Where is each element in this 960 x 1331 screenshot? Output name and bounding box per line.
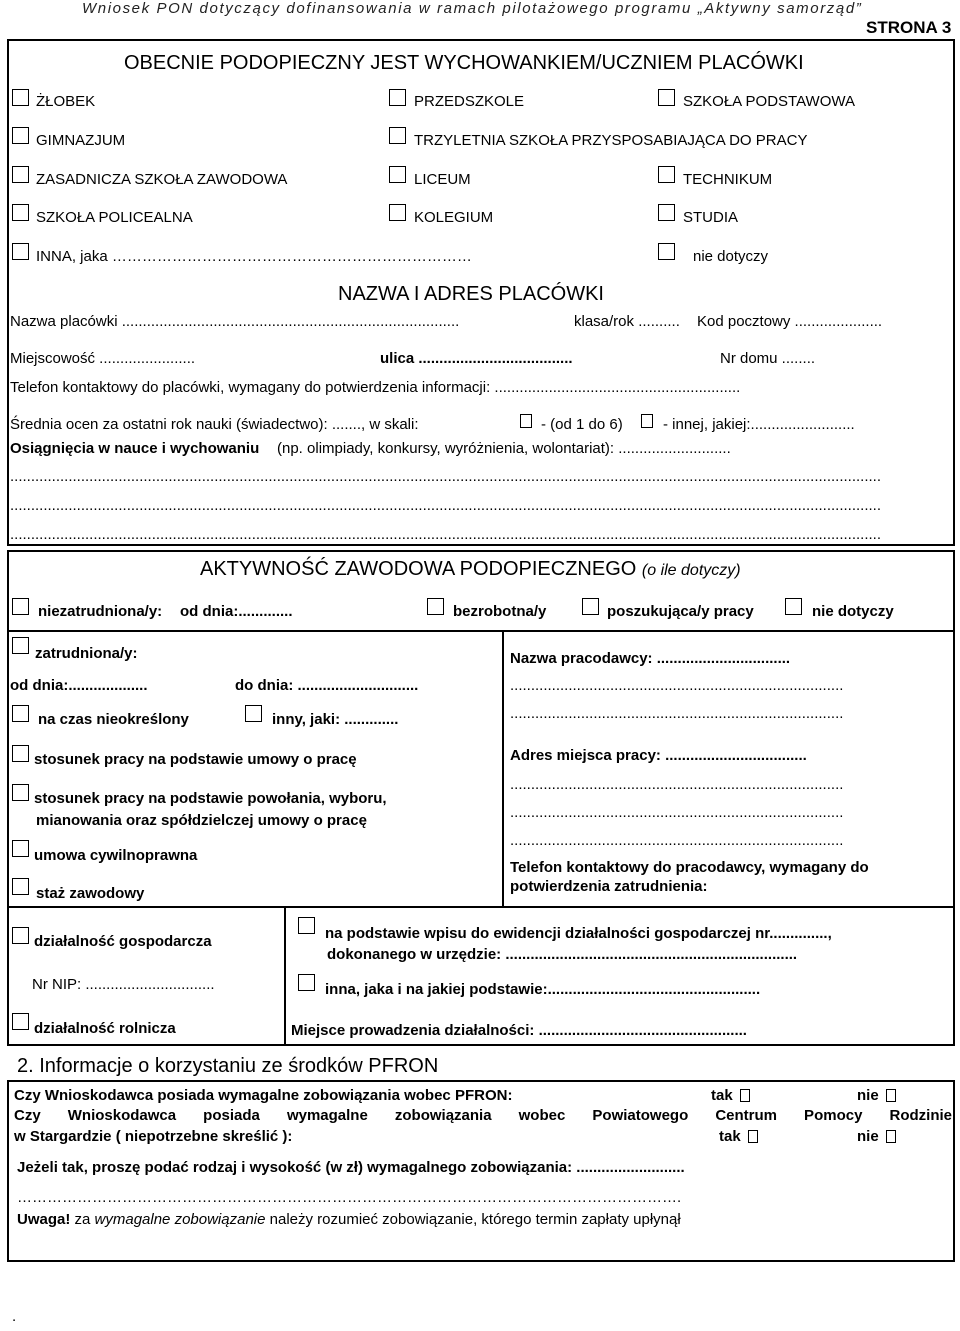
divider-lower [284, 906, 286, 1046]
answer-pcpr-nie[interactable] [857, 1128, 896, 1145]
label-liceum: LICEUM [414, 171, 471, 188]
checkbox-zlobek[interactable] [12, 89, 29, 106]
checkbox-gospodarcza[interactable] [12, 927, 29, 944]
label-gospodarcza: działalność gospodarcza [34, 933, 212, 950]
label-zlobek: ŻŁOBEK [36, 93, 96, 110]
checkbox-zatrudniona[interactable] [12, 637, 29, 654]
label-skala-1-6: - (od 1 do 6) [541, 416, 623, 433]
label-szkola-podstawowa: SZKOŁA PODSTAWOWA [683, 93, 855, 110]
aktywnosc-heading-text: AKTYWNOŚĆ ZAWODOWA PODOPIECZNEGO [200, 558, 637, 580]
document-title: Wniosek PON dotyczący dofinansowania w ramach pilotażowego programu „Aktywny samorząd” [82, 0, 863, 17]
field-nazwa-pracodawcy[interactable]: Nazwa pracodawcy: ................................ [510, 650, 791, 667]
label-staz: staż zawodowy [36, 885, 145, 902]
checkbox-niezatrudniona[interactable] [12, 598, 29, 615]
field-inna-podstawa[interactable]: inna, jaka i na jakiej podstawie:................................................... [325, 981, 761, 998]
field-niezatrudniona-od-dnia[interactable]: od dnia:............. [180, 603, 293, 620]
aktywnosc-heading [200, 558, 741, 581]
answer-pfron-nie[interactable] [857, 1087, 896, 1104]
pracodawca-dots-2: ................................................................................ [510, 705, 844, 722]
label-poszukujaca: poszukująca/y pracy [607, 603, 754, 620]
answer-pfron-nie-label: nie [857, 1087, 879, 1104]
label-niezatrudniona: niezatrudniona/y: [38, 603, 163, 620]
label-policealna: SZKOŁA POLICEALNA [36, 209, 193, 226]
field-miejscowosc[interactable]: Miejscowość ....................... [10, 350, 196, 367]
label-powolanie-2: mianowania oraz spółdzielczej umowy o pracę [36, 812, 367, 829]
address-heading: NAZWA I ADRES PLACÓWKI [338, 283, 604, 305]
checkbox-umowa-o-prace[interactable] [12, 745, 29, 762]
label-kolegium: KOLEGIUM [414, 209, 494, 226]
checkbox-technikum[interactable] [658, 166, 675, 183]
checkbox-inny[interactable] [245, 705, 262, 722]
answer-pcpr-nie-label: nie [857, 1128, 879, 1145]
dots-line-1: ................................................................................................................................................................................................................. [10, 468, 882, 485]
zobowiazanie-dots: ……………………………………………………………………………………………………………………. [17, 1189, 682, 1206]
field-srednia[interactable]: Średnia ocen za ostatni rok nauki (świadectwo): ......., w skali: [10, 416, 419, 433]
checkbox-staz[interactable] [12, 878, 29, 895]
pracodawca-dots-1: ................................................................................ [510, 677, 844, 694]
checkbox-bezrobotna[interactable] [427, 598, 444, 615]
checkbox-przedszkole[interactable] [389, 89, 406, 106]
label-powolanie-1: stosunek pracy na podstawie powołania, wyboru, [34, 790, 387, 807]
checkbox-ewidencja[interactable] [298, 917, 315, 934]
answer-pfron-tak-label: tak [711, 1087, 733, 1104]
label-nie-dotyczy: nie dotyczy [693, 248, 769, 265]
dots-line-3: ................................................................................................................................................................................................................. [10, 526, 882, 543]
adres-dots-1: ................................................................................ [510, 776, 844, 793]
checkbox-zasadnicza[interactable] [12, 166, 29, 183]
label-bezrobotna: bezrobotna/y [453, 603, 547, 620]
checkbox-pfron-tak[interactable] [740, 1089, 750, 1102]
checkbox-pfron-nie[interactable] [886, 1089, 896, 1102]
field-zobowiazanie[interactable]: Jeżeli tak, proszę podać rodzaj i wysokość (w zł) wymagalnego zobowiązania: .......................... [17, 1159, 685, 1176]
label-nieokreslony: na czas nieokreślony [38, 711, 189, 728]
label-osiagniecia: Osiągnięcia w nauce i wychowaniu [10, 440, 260, 457]
checkbox-pcpr-nie[interactable] [886, 1130, 896, 1143]
checkbox-nie-dotyczy[interactable] [658, 243, 675, 260]
field-nip[interactable]: Nr NIP: ............................... [32, 976, 215, 993]
checkbox-gimnazjum[interactable] [12, 127, 29, 144]
answer-pcpr-tak-label: tak [719, 1128, 741, 1145]
checkbox-poszukujaca[interactable] [582, 598, 599, 615]
dots-line-2: ................................................................................................................................................................................................................. [10, 497, 882, 514]
pfron-heading: 2. Informacje o korzystaniu ze środków PFRON [17, 1055, 439, 1077]
checkbox-skala-1-6[interactable] [520, 414, 532, 428]
label-rolnicza: działalność rolnicza [34, 1020, 176, 1037]
checkbox-policealna[interactable] [12, 204, 29, 221]
field-kod-pocztowy[interactable]: Kod pocztowy ..................... [697, 313, 883, 330]
label-aktywnosc-nie-dotyczy: nie dotyczy [812, 603, 894, 620]
label-zatrudniona: zatrudniona/y: [35, 645, 138, 662]
field-zatrudniona-do-dnia[interactable]: do dnia: ............................. [235, 677, 419, 694]
field-klasa-rok[interactable]: klasa/rok .......... [574, 313, 680, 330]
uwaga-note [17, 1211, 681, 1228]
divider-top [7, 630, 955, 632]
checkbox-cywilnoprawna[interactable] [12, 840, 29, 857]
field-zatrudniona-od-dnia[interactable]: od dnia:................... [10, 677, 148, 694]
label-umowa-o-prace: stosunek pracy na podstawie umowy o pracę [34, 751, 357, 768]
uwaga-text-1: za [74, 1211, 91, 1228]
label-telefon-pracodawcy-2: potwierdzenia zatrudnienia: [510, 878, 708, 895]
placowka-heading: OBECNIE PODOPIECZNY JEST WYCHOWANKIEM/UCZNIEM PLACÓWKI [124, 52, 804, 74]
checkbox-studia[interactable] [658, 204, 675, 221]
field-ewidencja-nr[interactable]: na podstawie wpisu do ewidencji działalności gospodarczej nr.............., [325, 925, 832, 942]
checkbox-trzyletnia[interactable] [389, 127, 406, 144]
checkbox-skala-inna[interactable] [641, 414, 653, 428]
field-inny[interactable]: inny, jaki: ............. [272, 711, 399, 728]
question-pcpr-2: w Stargardzie ( niepotrzebne skreślić ): [14, 1128, 293, 1145]
checkbox-powolanie[interactable] [12, 784, 29, 801]
checkbox-szkola-podstawowa[interactable] [658, 89, 675, 106]
checkbox-inna-podstawa[interactable] [298, 974, 315, 991]
adres-dots-2: ................................................................................ [510, 804, 844, 821]
checkbox-liceum[interactable] [389, 166, 406, 183]
divider-mid [7, 906, 955, 908]
answer-pcpr-tak[interactable] [719, 1128, 758, 1145]
uwaga-label: Uwaga! [17, 1211, 71, 1228]
checkbox-inna[interactable] [12, 243, 29, 260]
checkbox-nieokreslony[interactable] [12, 705, 29, 722]
label-cywilnoprawna: umowa cywilnoprawna [34, 847, 198, 864]
question-pfron: Czy Wnioskodawca posiada wymagalne zobowiązania wobec PFRON: [14, 1087, 513, 1104]
field-osiagniecia[interactable]: (np. olimpiady, konkursy, wyróżnienia, wolontariat): ........................... [277, 440, 731, 457]
question-pcpr-1: Czy Wnioskodawca posiada wymagalne zobowiązania wobec Powiatowego Centrum Pomocy Rodzinie [14, 1107, 952, 1124]
field-skala-inna[interactable]: - innej, jakiej:......................... [663, 416, 855, 433]
checkbox-pcpr-tak[interactable] [748, 1130, 758, 1143]
page-number: STRONA 3 [866, 18, 952, 37]
uwaga-italic: wymagalne zobowiązanie [94, 1211, 266, 1228]
label-gimnazjum: GIMNAZJUM [36, 132, 126, 149]
label-przedszkole: PRZEDSZKOLE [414, 93, 525, 110]
label-inna: INNA, jaka ……………………………………………………………… [36, 248, 472, 265]
checkbox-rolnicza[interactable] [12, 1013, 29, 1030]
field-ewidencja-urzad[interactable]: dokonanego w urzędzie: ...................................................................... [327, 946, 798, 963]
field-nr-domu[interactable]: Nr domu ........ [720, 350, 816, 367]
field-telefon-placowki[interactable]: Telefon kontaktowy do placówki, wymagany do potwierdzenia informacji: ........................................................... [10, 379, 741, 396]
field-adres-pracy[interactable]: Adres miejsca pracy: .................................. [510, 747, 807, 764]
label-trzyletnia: TRZYLETNIA SZKOŁA PRZYSPOSABIAJĄCA DO PRACY [414, 132, 808, 149]
label-studia: STUDIA [683, 209, 739, 226]
label-telefon-pracodawcy-1: Telefon kontaktowy do pracodawcy, wymagany do [510, 859, 869, 876]
answer-pfron-tak[interactable] [711, 1087, 750, 1104]
checkbox-aktywnosc-nie-dotyczy[interactable] [785, 598, 802, 615]
footer-dot: . [12, 1308, 17, 1325]
adres-dots-3: ................................................................................ [510, 832, 844, 849]
field-nazwa-placowki[interactable]: Nazwa placówki ................................................................................. [10, 313, 460, 330]
label-technikum: TECHNIKUM [683, 171, 773, 188]
uwaga-text-2: należy rozumieć zobowiązanie, którego termin zapłaty upłynął [269, 1211, 681, 1228]
checkbox-kolegium[interactable] [389, 204, 406, 221]
field-miejsce-dzialalnosci[interactable]: Miejsce prowadzenia działalności: .................................................. [291, 1022, 747, 1039]
divider-middle [502, 630, 504, 906]
aktywnosc-heading-note: (o ile dotyczy) [641, 562, 741, 579]
label-zasadnicza: ZASADNICZA SZKOŁA ZAWODOWA [36, 171, 288, 188]
field-ulica[interactable]: ulica ..................................... [380, 350, 573, 367]
